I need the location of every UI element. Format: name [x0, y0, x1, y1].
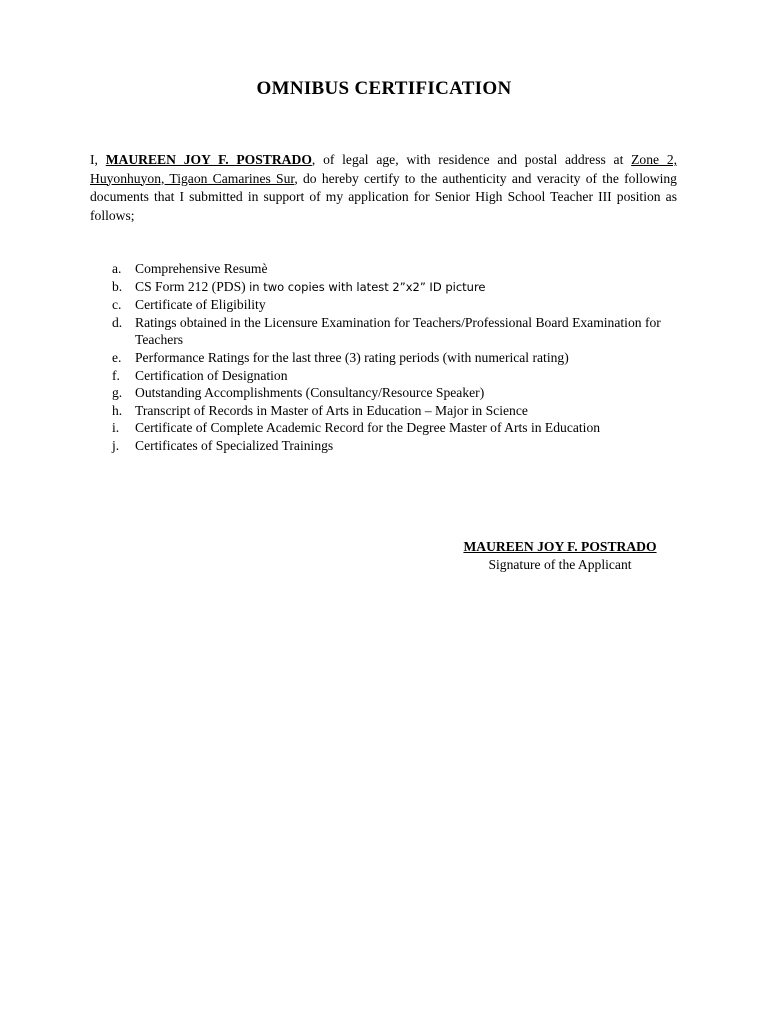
list-marker: d.	[112, 314, 123, 330]
list-item	[90, 437, 690, 455]
list-item-text: Certification of Designation	[135, 367, 288, 383]
list-marker: f.	[112, 367, 120, 383]
list-marker: c.	[112, 297, 122, 313]
list-item	[90, 384, 690, 402]
list-item	[90, 278, 690, 297]
list-marker: e.	[112, 349, 122, 365]
list-item-text: Performance Ratings for the last three (3) rating periods (with numerical rating)	[135, 349, 569, 365]
list-marker: a.	[112, 261, 122, 276]
list-item	[90, 260, 690, 278]
list-item	[90, 402, 690, 420]
documents-list	[90, 260, 690, 455]
list-marker: h.	[112, 402, 123, 418]
list-marker: j.	[112, 437, 120, 453]
list-item-text: Comprehensive Resumè	[135, 261, 268, 276]
intro-text-1: I,	[90, 152, 106, 167]
list-marker: g.	[112, 385, 123, 401]
signature-caption: Signature of the Applicant	[488, 557, 632, 572]
list-item-text-alt: in two copies with latest 2”x2” ID picture	[249, 279, 486, 294]
list-item-text: Transcript of Records in Master of Arts in Education – Major in Science	[135, 402, 528, 418]
list-item	[90, 349, 690, 367]
list-item-text: Ratings obtained in the Licensure Examination for Teachers/Professional Board Examination for Teachers	[135, 314, 661, 348]
list-item-text: Certificate of Complete Academic Record for the Degree Master of Arts in Education	[135, 420, 601, 436]
list-item-text: Certificate of Eligibility	[135, 297, 266, 313]
list-item-text: CS Form 212 (PDS)	[135, 278, 250, 294]
applicant-address: Zone 2, Huyonhuyon, Tigaon Camarines Sur	[90, 152, 678, 186]
list-item	[90, 367, 690, 385]
list-item	[90, 419, 690, 437]
applicant-name: MAUREEN JOY F. POSTRADO	[105, 152, 312, 167]
list-marker: b.	[112, 278, 123, 294]
list-item	[90, 314, 690, 349]
document-title: OMNIBUS CERTIFICATION	[256, 78, 512, 99]
signature-name: MAUREEN JOY F. POSTRADO	[463, 539, 657, 554]
list-item-text: Certificates of Specialized Trainings	[135, 437, 334, 453]
signature-block	[430, 538, 690, 574]
list-item	[90, 296, 690, 314]
list-item-text: Outstanding Accomplishments (Consultancy/Resource Speaker)	[135, 385, 485, 401]
intro-paragraph	[90, 151, 677, 225]
list-marker: i.	[112, 420, 120, 436]
intro-text-2: , of legal age, with residence and postal address at	[311, 152, 632, 167]
intro-text-3: , do hereby certify to the authenticity and veracity of the following documents that I submitted in support of my application for Senior High School Teacher III position as follows;	[90, 170, 677, 223]
